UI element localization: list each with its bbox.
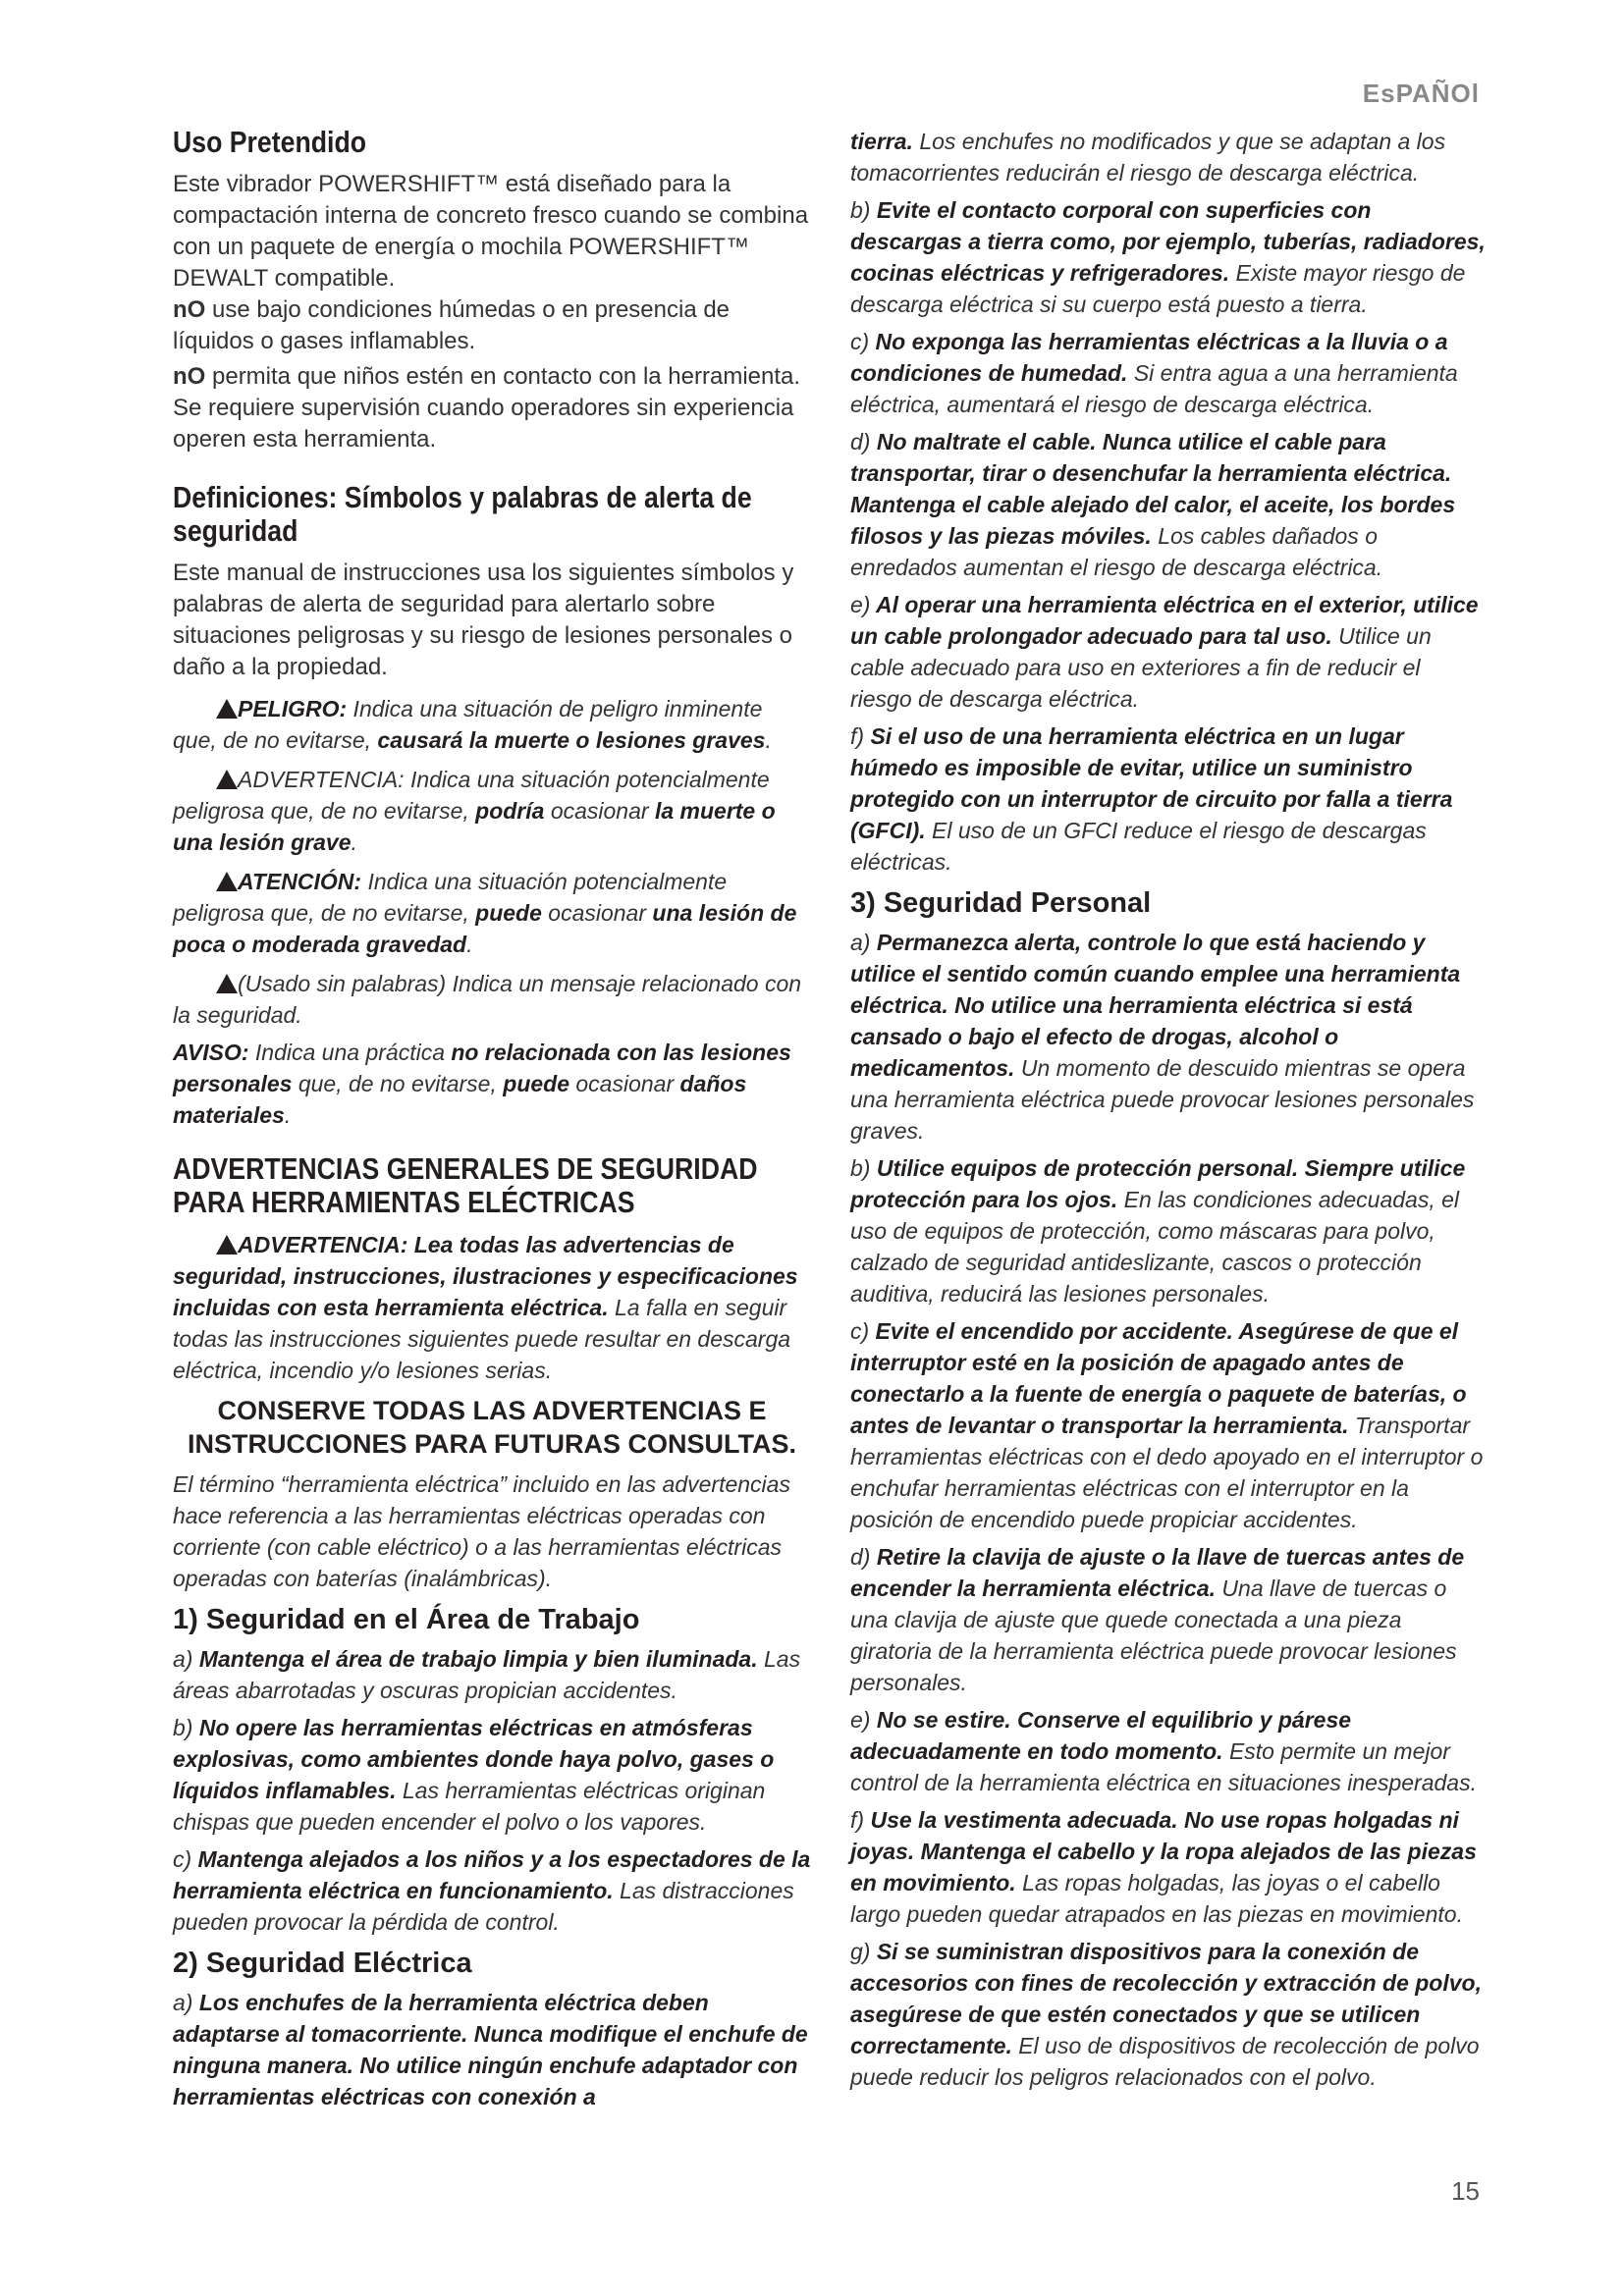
warning-triangle-icon bbox=[216, 1235, 238, 1255]
item-text: Los cables dañados o enredados aumentan el riesgo de descarga eléctrica. bbox=[850, 523, 1383, 580]
s1-item-c bbox=[173, 1843, 811, 1938]
peligro-end: . bbox=[765, 727, 772, 753]
item-label: a) bbox=[173, 1990, 193, 2015]
s3-item-a bbox=[850, 927, 1487, 1147]
advertencia-text-2: ocasionar bbox=[544, 798, 655, 824]
item-label: e) bbox=[850, 592, 871, 617]
item-text: El uso de un GFCI reduce el riesgo de descargas eléctricas. bbox=[850, 818, 1427, 875]
conserve-instructions: CONSERVE TODAS LAS ADVERTENCIAS E INSTRUCCIONES PARA FUTURAS CONSULTAS. bbox=[188, 1396, 796, 1459]
atencion-text: Indica una situación potencialmente peligrosa que, de no evitarse, bbox=[173, 869, 728, 926]
usado-text: (Usado sin palabras) Indica un mensaje relacionado con la seguridad. bbox=[173, 971, 802, 1028]
peligro-text: Indica una situación de peligro inminente que, de no evitarse, bbox=[173, 696, 763, 753]
item-label: c) bbox=[850, 1318, 870, 1344]
s2-item-a bbox=[173, 1987, 811, 2112]
aviso-keyword: AVISO: bbox=[173, 1040, 249, 1065]
item-label: c) bbox=[850, 329, 870, 354]
advertencias-generales-title: ADVERTENCIAS GENERALES DE SEGURIDAD PARA HERRAMIENTAS ELÉCTRICAS bbox=[173, 1151, 758, 1219]
aviso-text-3: ocasionar bbox=[569, 1071, 680, 1096]
definiciones-title: Definiciones: Símbolos y palabras de alerta de seguridad bbox=[173, 480, 752, 548]
s3-item-g bbox=[850, 1936, 1487, 2093]
item-bold: No opere las herramientas eléctricas en atmósferas explosivas, como ambientes donde haya polvo, gases o líquidos inflamables. bbox=[173, 1715, 775, 1803]
advertencia-end: . bbox=[351, 829, 357, 855]
item-text: Los enchufes no modificados y que se adaptan a los tomacorrientes reducirán el riesgo de descarga eléctrica. bbox=[850, 129, 1446, 186]
section-3-title: 3) Seguridad Personal bbox=[850, 887, 1152, 919]
item-label: a) bbox=[850, 930, 871, 955]
termino-paragraph bbox=[173, 1468, 811, 1594]
item-bold: No exponga las herramientas eléctricas a la lluvia o a condiciones de humedad. bbox=[850, 329, 1448, 386]
item-label: a) bbox=[173, 1646, 193, 1672]
item-bold: Utilice equipos de protección personal. Siempre utilice protección para los ojos. bbox=[850, 1155, 1466, 1212]
item-label: f) bbox=[850, 1807, 865, 1833]
s1-item-a bbox=[173, 1643, 811, 1706]
warning-triangle-icon bbox=[216, 872, 238, 891]
item-bold: No se estire. Conserve el equilibrio y párese adecuadamente en todo momento. bbox=[850, 1707, 1352, 1764]
item-text: Las áreas abarrotadas y oscuras propician accidentes. bbox=[173, 1646, 801, 1703]
no-wet-text: use bajo condiciones húmedas o en presencia de líquidos o gases inflamables. bbox=[173, 296, 731, 354]
item-bold: Los enchufes de la herramienta eléctrica deben adaptarse al tomacorriente. Nunca modifique el enchufe de ninguna manera. No utilice ningún enchufe adaptador con herramientas eléctricas con conexión a bbox=[173, 1990, 808, 2109]
general-warning-bold: ADVERTENCIA: Lea todas las advertencias de seguridad, instrucciones, ilustraciones y especificaciones incluidas con esta herramienta eléctrica. bbox=[173, 1232, 798, 1320]
item-text: Una llave de tuercas o una clavija de ajuste que quede conectada a una pieza giratoria de la herramienta eléctrica puede provocar lesiones personales. bbox=[850, 1575, 1457, 1695]
aviso-alert bbox=[173, 1037, 811, 1131]
uso-no-children bbox=[173, 361, 811, 455]
advertencia-bold-2: la muerte o una lesión grave bbox=[173, 798, 776, 855]
aviso-end: . bbox=[284, 1102, 292, 1128]
item-label: b) bbox=[850, 197, 871, 223]
aviso-text: Indica una práctica bbox=[248, 1040, 452, 1065]
item-label: e) bbox=[850, 1707, 871, 1733]
item-label: d) bbox=[850, 429, 871, 454]
no-lead: nO bbox=[173, 363, 206, 390]
item-label: g) bbox=[850, 1939, 871, 1964]
item-bold: Use la vestimenta adecuada. No use ropas holgadas ni joyas. Mantenga el cabello y la ropa alejados de las piezas en movimiento. bbox=[850, 1807, 1477, 1896]
s2-item-d bbox=[850, 426, 1487, 583]
atencion-text-2: ocasionar bbox=[541, 900, 653, 926]
aviso-bold-1: no relacionada con las lesiones personales bbox=[173, 1040, 791, 1096]
termino-text: El término “herramienta eléctrica” incluido en las advertencias hace referencia a las herramientas eléctricas operadas con corriente (con cable eléctrico) o a las herramientas eléctricas operadas con baterías (inalámbricas). bbox=[173, 1471, 790, 1591]
aviso-bold-2: puede bbox=[503, 1071, 569, 1096]
item-text: Existe mayor riesgo de descarga eléctrica si su cuerpo está puesto a tierra. bbox=[850, 260, 1466, 317]
no-children-text: permita que niños estén en contacto con la herramienta. Se requiere supervisión cuando operadores sin experiencia operen esta herramienta. bbox=[173, 363, 801, 453]
s3-item-e bbox=[850, 1704, 1487, 1798]
advertencia-alert bbox=[173, 764, 811, 858]
aviso-text-2: que, de no evitarse, bbox=[292, 1071, 504, 1096]
warning-triangle-icon bbox=[216, 770, 238, 789]
advertencia-keyword: ADVERTENCIA: bbox=[238, 767, 405, 792]
atencion-alert bbox=[173, 866, 811, 960]
page-header-language: EsPAÑOl bbox=[1362, 79, 1480, 108]
item-text: Un momento de descuido mientras se opera una herramienta eléctrica puede provocar lesiones personales graves. bbox=[850, 1055, 1475, 1144]
right-column bbox=[850, 126, 1487, 2099]
atencion-end: . bbox=[466, 932, 473, 957]
item-text: El uso de dispositivos de recolección de polvo puede reducir los peligros relacionados con el polvo. bbox=[850, 2033, 1480, 2090]
s3-item-b bbox=[850, 1152, 1487, 1309]
item-bold: tierra. bbox=[850, 129, 913, 154]
peligro-alert bbox=[173, 693, 811, 756]
uso-paragraph: Este vibrador POWERSHIFT™ está diseñado para la compactación interna de concreto fresco cuando se combina con un paquete de energía o mochila POWERSHIFT™ DEWALT compatible. bbox=[173, 171, 809, 292]
item-label: f) bbox=[850, 723, 865, 749]
definiciones-paragraph: Este manual de instrucciones usa los siguientes símbolos y palabras de alerta de seguridad para alertarlo sobre situaciones peligrosas y su riesgo de lesiones personales o daño a la propiedad. bbox=[173, 560, 794, 680]
item-text: Las distracciones pueden provocar la pérdida de control. bbox=[173, 1878, 794, 1935]
item-label: d) bbox=[850, 1544, 871, 1570]
item-text: Las ropas holgadas, las joyas o el cabello largo pueden quedar atrapados en las piezas en movimiento. bbox=[850, 1870, 1463, 1927]
item-text: Utilice un cable adecuado para uso en exteriores a fin de reducir el riesgo de descarga eléctrica. bbox=[850, 623, 1432, 712]
general-warning bbox=[173, 1229, 811, 1386]
s3-item-c bbox=[850, 1315, 1487, 1535]
item-text: Si entra agua a una herramienta eléctrica, aumentará el riesgo de descarga eléctrica. bbox=[850, 360, 1458, 417]
atencion-bold-2: una lesión de poca o moderada gravedad bbox=[173, 900, 797, 957]
aviso-bold-3: daños materiales bbox=[173, 1071, 747, 1128]
item-bold: Si se suministran dispositivos para la conexión de accesorios con fines de recolección y extracción de polvo, asegúrese de que estén conectados y que se utilicen correctamente. bbox=[850, 1939, 1482, 2058]
item-bold: No maltrate el cable. Nunca utilice el cable para transportar, tirar o desenchufar la herramienta eléctrica. Mantenga el cable alejado del calor, el aceite, los bordes filosos y las piezas móviles. bbox=[850, 429, 1456, 549]
usado-alert bbox=[173, 968, 811, 1031]
left-column bbox=[173, 126, 811, 2118]
item-label: b) bbox=[173, 1715, 193, 1740]
item-bold: Permanezca alerta, controle lo que está haciendo y utilice el sentido común cuando emplee una herramienta eléctrica. No utilice una herramienta eléctrica si está cansado o bajo el efecto de drogas, alcohol o medicamentos. bbox=[850, 930, 1461, 1081]
item-label: b) bbox=[850, 1155, 871, 1181]
item-bold: Evite el encendido por accidente. Asegúrese de que el interruptor esté en la posición de apagado antes de conectarlo a la fuente de energía o paquete de baterías, o antes de levantar o transportar la herramienta. bbox=[850, 1318, 1467, 1438]
peligro-keyword: PELIGRO: bbox=[238, 696, 348, 721]
advertencia-text: Indica una situación potencialmente peligrosa que, de no evitarse, bbox=[173, 767, 770, 824]
item-text: Transportar herramientas eléctricas con el dedo apoyado en el interruptor o enchufar herramientas eléctricas con el interruptor en la posición de encendido puede propiciar accidentes. bbox=[850, 1413, 1484, 1532]
item-bold: Retire la clavija de ajuste o la llave de tuercas antes de encender la herramienta eléctrica. bbox=[850, 1544, 1465, 1601]
item-bold: Al operar una herramienta eléctrica en el exterior, utilice un cable prolongador adecuado para tal uso. bbox=[850, 592, 1479, 649]
uso-title: Uso Pretendido bbox=[173, 125, 367, 159]
s2-item-b bbox=[850, 194, 1487, 320]
s2-item-f bbox=[850, 721, 1487, 878]
item-bold: Evite el contacto corporal con superficies con descargas a tierra como, por ejemplo, tuberías, radiadores, cocinas eléctricas y refrigeradores. bbox=[850, 197, 1486, 286]
no-lead: nO bbox=[173, 296, 206, 323]
s1-item-b bbox=[173, 1712, 811, 1838]
advertencia-bold-1: podría bbox=[475, 798, 545, 824]
s2-item-c bbox=[850, 326, 1487, 420]
s3-item-d bbox=[850, 1541, 1487, 1698]
atencion-keyword: ATENCIÓN: bbox=[238, 869, 362, 894]
item-text: Esto permite un mejor control de la herramienta eléctrica en situaciones inesperadas. bbox=[850, 1738, 1477, 1795]
item-label: c) bbox=[173, 1846, 192, 1872]
s2-item-a-cont bbox=[850, 126, 1487, 188]
item-bold: Mantenga el área de trabajo limpia y bien iluminada. bbox=[192, 1646, 758, 1672]
warning-triangle-icon bbox=[216, 699, 238, 719]
section-1-title: 1) Seguridad en el Área de Trabajo bbox=[173, 1604, 640, 1635]
peligro-bold: causará la muerte o lesiones graves bbox=[377, 727, 766, 753]
general-warning-text: La falla en seguir todas las instrucciones siguientes puede resultar en descarga eléctrica, incendio y/o lesiones serias. bbox=[173, 1295, 791, 1383]
page-number: 15 bbox=[1451, 2176, 1480, 2206]
item-text: En las condiciones adecuadas, el uso de equipos de protección, como máscaras para polvo, calzado de seguridad antideslizante, cascos o protección auditiva, reducirá las lesiones personales. bbox=[850, 1187, 1460, 1307]
item-bold: Mantenga alejados a los niños y a los espectadores de la herramienta eléctrica en funcionamiento. bbox=[173, 1846, 811, 1903]
s2-item-e bbox=[850, 589, 1487, 715]
uso-no-wet bbox=[173, 294, 811, 357]
warning-triangle-icon bbox=[216, 974, 238, 993]
s3-item-f bbox=[850, 1804, 1487, 1930]
item-text: Las herramientas eléctricas originan chispas que pueden encender el polvo o los vapores. bbox=[173, 1778, 766, 1835]
section-2-title: 2) Seguridad Eléctrica bbox=[173, 1948, 472, 1979]
item-bold: Si el uso de una herramienta eléctrica en un lugar húmedo es imposible de evitar, utilice un suministro protegido con un interruptor de circuito por falla a tierra (GFCI). bbox=[850, 723, 1453, 843]
atencion-bold-1: puede bbox=[475, 900, 542, 926]
